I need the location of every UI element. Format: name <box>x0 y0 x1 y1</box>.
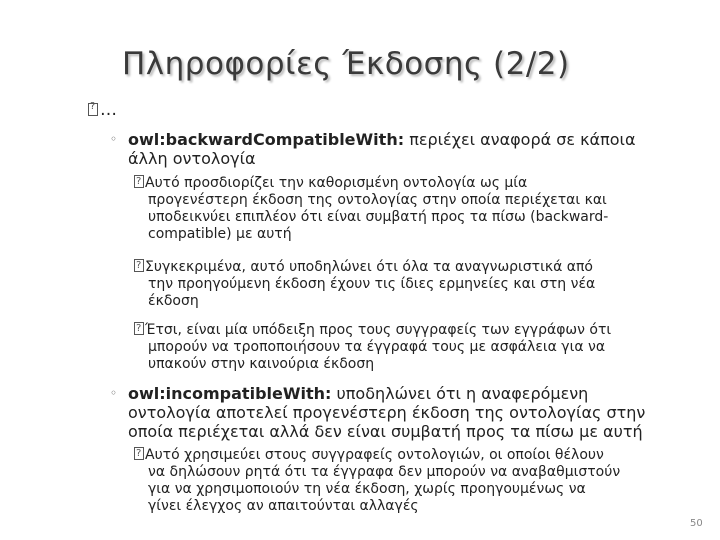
slide-title: Πληροφορίες Έκδοσης (2/2) <box>122 46 570 82</box>
sub-text: για να χρησιμοποιούν τη νέα έκδοση, χωρίς προηγουμένως να <box>148 481 586 497</box>
circle-bullet-icon: ◦ <box>110 386 118 400</box>
sub-text: μπορούν να τροποποιήσουν τα έγγραφά τους με ασφάλεια για να <box>148 339 606 355</box>
sub-bullet-1 <box>134 175 704 243</box>
sub-text: Αυτό χρησιμεύει στους συγγραφείς οντολογιών, οι οποίοι θέλουν <box>145 447 604 463</box>
bullet-backward-compatible <box>110 130 698 168</box>
missing-glyph-icon <box>88 103 98 116</box>
sub-text: προγενέστερη έκδοση της οντολογίας στην οποία περιέχεται και <box>148 192 607 208</box>
page-number: 50 <box>690 518 703 529</box>
bullet-incompatible <box>110 384 708 441</box>
sub-text: Συγκεκριμένα, αυτό υποδηλώνει ότι όλα τα αναγνωριστικά από <box>145 259 593 275</box>
sub-bullet-4 <box>134 447 714 515</box>
sub-text: την προηγούμενη έκδοση έχουν τις ίδιες ερμηνείες και στη νέα <box>148 276 596 292</box>
circle-bullet-icon: ◦ <box>110 132 118 146</box>
bullet-text-line2: άλλη οντολογία <box>128 149 256 168</box>
term-backward-compatible: owl:backwardCompatibleWith: <box>128 130 405 149</box>
bullet-text-line1: υποδηλώνει ότι η αναφερόμενη <box>331 384 589 403</box>
sub-bullet-2 <box>134 259 704 310</box>
sub-text: γίνει έλεγχος αν απαιτούνται αλλαγές <box>148 498 419 514</box>
sub-text: Έτσι, είναι μία υπόδειξη προς τους συγγραφείς των εγγράφων ότι <box>145 322 612 338</box>
ellipsis-text: … <box>100 100 117 120</box>
bullet-text-line1: περιέχει αναφορά σε κάποια <box>404 130 636 149</box>
sub-text: έκδοση <box>148 293 199 309</box>
missing-glyph-icon <box>134 322 144 335</box>
missing-glyph-icon <box>134 175 144 188</box>
sub-text: compatible) με αυτή <box>148 226 292 242</box>
sub-text: υποδεικνύει επιπλέον ότι είναι συμβατή προς τα πίσω (backward- <box>148 209 609 225</box>
missing-glyph-icon <box>134 447 144 460</box>
bullet-text-line3: οποία περιέχεται αλλά δεν είναι συμβατή προς τα πίσω με αυτή <box>128 422 643 441</box>
sub-text: υπακούν στην καινούρια έκδοση <box>148 356 375 372</box>
term-incompatible: owl:incompatibleWith: <box>128 384 332 403</box>
sub-bullet-3 <box>134 322 704 373</box>
bullet-text-line2: οντολογία αποτελεί προγενέστερη έκδοση της οντολογίας στην <box>128 403 646 422</box>
sub-text: Αυτό προσδιορίζει την καθορισμένη οντολογία ως μία <box>145 175 528 191</box>
missing-glyph-icon <box>134 259 144 272</box>
ellipsis-bullet <box>88 100 117 120</box>
sub-text: να δηλώσουν ρητά ότι τα έγγραφα δεν μπορούν να αναβαθμιστούν <box>148 464 621 480</box>
